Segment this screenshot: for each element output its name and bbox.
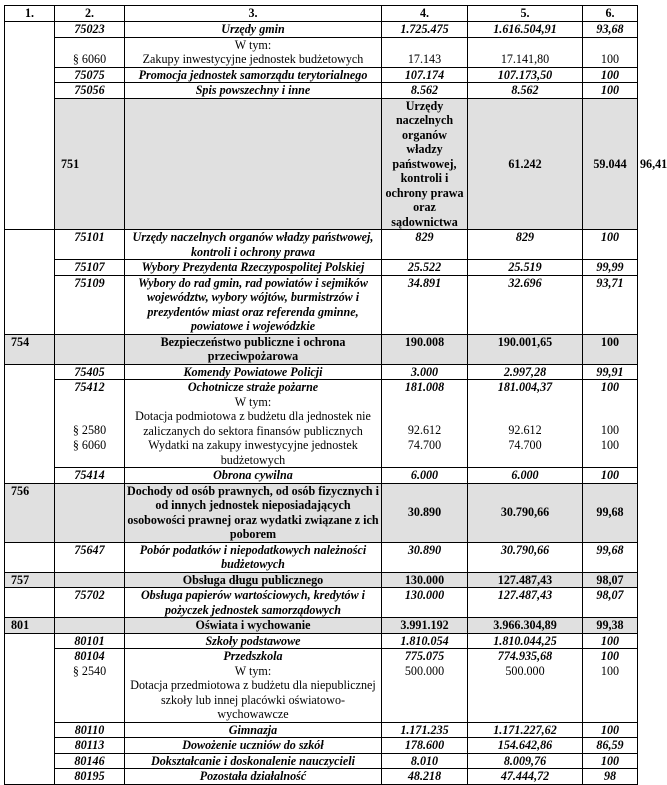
- section-code: 756: [5, 483, 55, 542]
- percent-value: 100: [583, 83, 638, 99]
- chapter-name: Ochotnicze straże pożarne: [125, 380, 382, 395]
- percent-value: 100: [583, 664, 638, 723]
- chapter-code: 80104: [55, 649, 125, 664]
- paragraph-code: § 6060: [55, 37, 125, 67]
- execution-value: 127.487,43: [468, 588, 583, 618]
- chapter-name: Gimnazja: [125, 722, 382, 738]
- execution-value: 47.444,72: [468, 769, 583, 785]
- table-row: [5, 37, 638, 67]
- chapter-name: Dokształcanie i doskonalenie nauczycieli: [125, 753, 382, 769]
- section-cell-empty: [5, 633, 55, 784]
- chapter-name: Obsługa papierów wartościowych, kredytów i pożyczek jednostek samorządowych: [125, 588, 382, 618]
- plan-value: 74.700: [382, 438, 468, 468]
- percent-value: 93,71: [583, 275, 638, 334]
- chapter-code: 80195: [55, 769, 125, 785]
- chapter-code: 75023: [55, 22, 125, 38]
- plan-value: 17.143: [382, 37, 468, 67]
- execution-value: 30.790,66: [468, 483, 583, 542]
- percent-value: 100: [583, 438, 638, 468]
- section-row: [5, 483, 638, 542]
- percent-value: 100: [583, 633, 638, 649]
- execution-value: 74.700: [468, 438, 583, 468]
- percent-value: 100: [583, 753, 638, 769]
- execution-value: 8.009,76: [468, 753, 583, 769]
- plan-value: 30.890: [382, 483, 468, 542]
- execution-value: 500.000: [468, 664, 583, 723]
- section-cell-empty: [5, 22, 55, 230]
- header-col-2: 2.: [55, 6, 125, 22]
- percent-value: 100: [583, 230, 638, 260]
- table-row: [5, 633, 638, 649]
- table-row: [5, 260, 638, 276]
- execution-value: 154.642,86: [468, 738, 583, 754]
- chapter-name: Pobór podatków i niepodatkowych należności budżetowych: [125, 542, 382, 572]
- table-row: [5, 83, 638, 99]
- table-row: [5, 722, 638, 738]
- execution-value: 829: [468, 230, 583, 260]
- percent-value: 99,38: [583, 618, 638, 634]
- percent-value: 98,07: [583, 588, 638, 618]
- plan-value: 107.174: [382, 67, 468, 83]
- chapter-name: Szkoły podstawowe: [125, 633, 382, 649]
- plan-value: 92.612: [382, 395, 468, 439]
- section-row: [5, 618, 638, 634]
- plan-value: 6.000: [382, 468, 468, 484]
- execution-value: 6.000: [468, 468, 583, 484]
- execution-value: 92.612: [468, 395, 583, 439]
- plan-value: 8.010: [382, 753, 468, 769]
- chapter-code: 80146: [55, 753, 125, 769]
- percent-value: 100: [583, 334, 638, 364]
- table-row: [5, 230, 638, 260]
- execution-value: 107.173,50: [468, 67, 583, 83]
- chapter-name: Promocja jednostek samorządu terytorialnego: [125, 67, 382, 83]
- section-row: [5, 572, 638, 588]
- percent-value: 86,59: [583, 738, 638, 754]
- header-row: [5, 6, 638, 22]
- section-row: [5, 334, 638, 364]
- percent-value: 98: [583, 769, 638, 785]
- table-row: [5, 364, 638, 380]
- table-row: [5, 380, 638, 395]
- plan-value: 25.522: [382, 260, 468, 276]
- percent-value: 100: [583, 380, 638, 395]
- section-cell-empty: [55, 483, 125, 542]
- including-label: W tym:: [234, 663, 272, 678]
- section-cell-empty: [5, 542, 55, 572]
- chapter-code: 80101: [55, 633, 125, 649]
- plan-value: 181.008: [382, 380, 468, 395]
- chapter-name: Dowożenie uczniów do szkół: [125, 738, 382, 754]
- percent-value: 99,99: [583, 260, 638, 276]
- chapter-name: Komendy Powiatowe Policji: [125, 364, 382, 380]
- section-cell-empty: [55, 334, 125, 364]
- section-name: Urzędy naczelnych organów władzy państwowej, kontroli i ochrony prawa oraz sądownictwa: [382, 98, 468, 230]
- plan-value: 1.725.475: [382, 22, 468, 38]
- plan-value: 1.810.054: [382, 633, 468, 649]
- section-name: Bezpieczeństwo publiczne i ochrona przeciwpożarowa: [125, 334, 382, 364]
- execution-value: 1.810.044,25: [468, 633, 583, 649]
- plan-value: 500.000: [382, 664, 468, 723]
- header-col-6: 6.: [583, 6, 638, 22]
- table-row: [5, 395, 638, 439]
- execution-value: 8.562: [468, 83, 583, 99]
- execution-value: 1.616.504,91: [468, 22, 583, 38]
- percent-value: 98,07: [583, 572, 638, 588]
- chapter-code: 80113: [55, 738, 125, 754]
- percent-value: 100: [583, 468, 638, 484]
- section-code: 751: [55, 98, 125, 230]
- chapter-code: 75056: [55, 83, 125, 99]
- chapter-code: 75412: [55, 380, 125, 395]
- table-row: [5, 753, 638, 769]
- execution-value: 30.790,66: [468, 542, 583, 572]
- plan-value: 130.000: [382, 572, 468, 588]
- paragraph-code: § 2580: [55, 395, 125, 439]
- plan-value: 48.218: [382, 769, 468, 785]
- plan-value: 34.891: [382, 275, 468, 334]
- header-col-4: 4.: [382, 6, 468, 22]
- execution-value: 190.001,65: [468, 334, 583, 364]
- chapter-name: Wybory Prezydenta Rzeczypospolitej Polskiej: [125, 260, 382, 276]
- chapter-code: 75107: [55, 260, 125, 276]
- paragraph-name: Dotacja przedmiotowa z budżetu dla niepublicznej szkoły lub innej placówki oświatowo-wychowawcze: [130, 678, 376, 721]
- section-row: 751 Urzędy naczelnych organów władzy państwowej, kontroli i ochrony prawa oraz sądownictwa 61.242 59.044 96,41: [5, 98, 638, 230]
- section-name: Dochody od osób prawnych, od osób fizycznych i od innych jednostek nieposiadających osobowości prawnej oraz wydatki związane z ich poborem: [125, 483, 382, 542]
- table-row: [5, 468, 638, 484]
- percent-value: 100: [583, 37, 638, 67]
- table-row: [5, 649, 638, 664]
- execution-value: 3.966.304,89: [468, 618, 583, 634]
- section-cell-empty: [5, 364, 55, 483]
- execution-value: 17.141,80: [468, 37, 583, 67]
- execution-value: 1.171.227,62: [468, 722, 583, 738]
- section-cell-empty: [55, 618, 125, 634]
- chapter-name: Urzędy gmin: [125, 22, 382, 38]
- paragraph-cell: [125, 664, 382, 723]
- plan-value: 1.171.235: [382, 722, 468, 738]
- chapter-code: 75647: [55, 542, 125, 572]
- chapter-code: 75101: [55, 230, 125, 260]
- paragraph-cell: [125, 395, 382, 439]
- section-cell-empty: [5, 230, 55, 335]
- section-name: Obsługa długu publicznego: [125, 572, 382, 588]
- chapter-code: 75109: [55, 275, 125, 334]
- section-cell-empty: [5, 588, 55, 618]
- paragraph-code: § 2540: [55, 664, 125, 723]
- header-col-5: 5.: [468, 6, 583, 22]
- chapter-name: Urzędy naczelnych organów władzy państwowej, kontroli i ochrony prawa: [125, 230, 382, 260]
- chapter-code: 75414: [55, 468, 125, 484]
- chapter-code: 75405: [55, 364, 125, 380]
- paragraph-name: Wydatki na zakupy inwestycyjne jednostek budżetowych: [125, 438, 382, 468]
- table-row: [5, 438, 638, 468]
- plan-value: 3.991.192: [382, 618, 468, 634]
- section-code: 801: [5, 618, 55, 634]
- chapter-code: 80110: [55, 722, 125, 738]
- execution-value: 25.519: [468, 260, 583, 276]
- table-row: [5, 664, 638, 723]
- percent-value: 100: [583, 722, 638, 738]
- plan-value: 775.075: [382, 649, 468, 664]
- chapter-name: Pozostała działalność: [125, 769, 382, 785]
- section-code: 757: [5, 572, 55, 588]
- paragraph-name: Zakupy inwestycyjne jednostek budżetowych: [142, 52, 364, 66]
- plan-value: 61.242: [468, 98, 583, 230]
- percent-value: 99,68: [583, 542, 638, 572]
- percent-value: 99,91: [583, 364, 638, 380]
- chapter-name: Wybory do rad gmin, rad powiatów i sejmików województw, wybory wójtów, burmistrzów i prezydentów miast oraz referenda gminne, powiatowe i wojewódzkie: [125, 275, 382, 334]
- plan-value: 190.008: [382, 334, 468, 364]
- percent-value: 100: [583, 67, 638, 83]
- table-row: [5, 67, 638, 83]
- budget-execution-table: [4, 5, 667, 785]
- plan-value: 130.000: [382, 588, 468, 618]
- table-row: [5, 588, 638, 618]
- table-row: [5, 22, 638, 38]
- section-name: Oświata i wychowanie: [125, 618, 382, 634]
- paragraph-code: § 6060: [55, 438, 125, 468]
- execution-value: 2.997,28: [468, 364, 583, 380]
- percent-value: 100: [583, 649, 638, 664]
- chapter-code: 75075: [55, 67, 125, 83]
- table-row: [5, 542, 638, 572]
- paragraph-cell: [125, 37, 382, 67]
- execution-value: 127.487,43: [468, 572, 583, 588]
- execution-value: 774.935,68: [468, 649, 583, 664]
- plan-value: 30.890: [382, 542, 468, 572]
- section-cell-empty: [125, 98, 382, 230]
- header-col-3: 3.: [125, 6, 382, 22]
- execution-value: 181.004,37: [468, 380, 583, 395]
- percent-value: 99,68: [583, 483, 638, 542]
- plan-value: 8.562: [382, 83, 468, 99]
- table-row: [5, 769, 638, 785]
- section-code: 754: [5, 334, 55, 364]
- percent-value: 93,68: [583, 22, 638, 38]
- budget-table-sheet: [4, 5, 667, 785]
- plan-value: 178.600: [382, 738, 468, 754]
- execution-value: 32.696: [468, 275, 583, 334]
- chapter-code: 75702: [55, 588, 125, 618]
- chapter-name: Obrona cywilna: [125, 468, 382, 484]
- plan-value: 829: [382, 230, 468, 260]
- paragraph-name: Dotacja podmiotowa z budżetu dla jednostek nie zaliczanych do sektora finansów publicznych: [135, 409, 371, 438]
- chapter-name: Spis powszechny i inne: [125, 83, 382, 99]
- execution-value: 59.044: [583, 98, 638, 230]
- including-label: W tym:: [234, 394, 272, 409]
- header-col-1: 1.: [5, 6, 55, 22]
- table-row: [5, 275, 638, 334]
- section-cell-empty: [55, 572, 125, 588]
- chapter-name: Przedszkola: [125, 649, 382, 664]
- including-label: W tym:: [234, 37, 272, 52]
- percent-value: 100: [583, 395, 638, 439]
- table-row: [5, 738, 638, 754]
- plan-value: 3.000: [382, 364, 468, 380]
